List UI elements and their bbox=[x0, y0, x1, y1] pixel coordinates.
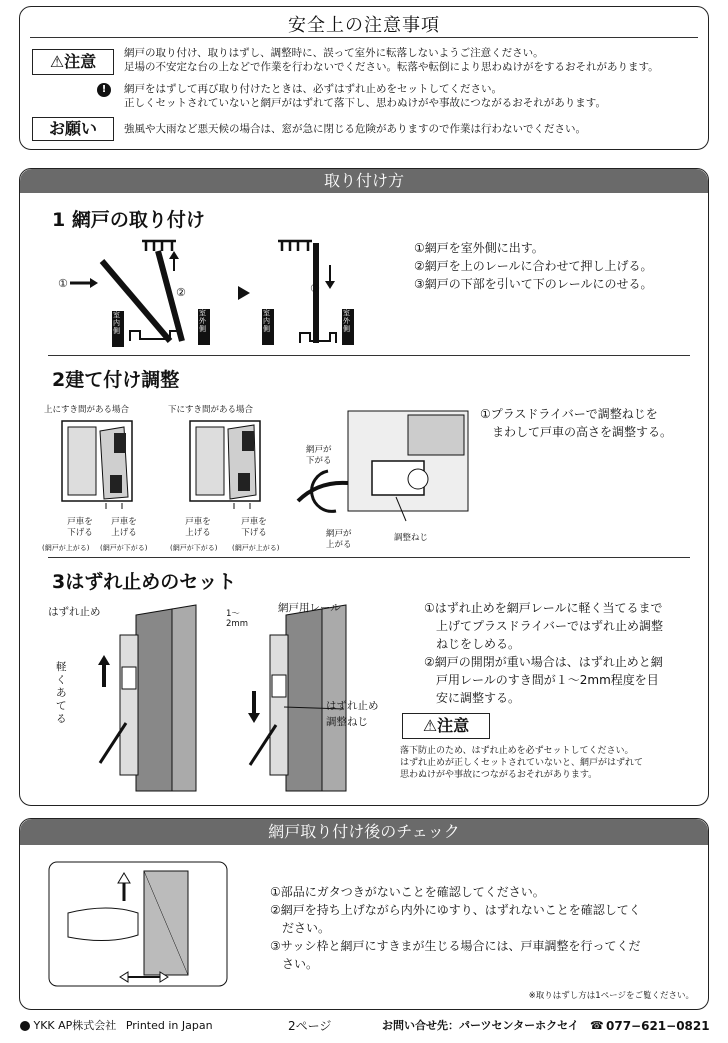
step2-instructions: ①プラスドライバーで調整ねじを まわして戸車の高さを調整する。 bbox=[480, 407, 673, 439]
case1-raise: 戸車を 上げる bbox=[111, 517, 137, 538]
screw-label-1: はずれ止め bbox=[326, 700, 379, 712]
case2-lower: 戸車を 下げる bbox=[241, 517, 267, 538]
contact-label: お問い合せ先：パーツセンターホクセイ bbox=[382, 1019, 579, 1032]
step2-title: 2建て付け調整 bbox=[52, 369, 180, 391]
screw-label-2: 調整ねじ bbox=[326, 716, 368, 728]
outdoor-label-2: 室外側 bbox=[343, 309, 350, 333]
safety-section bbox=[19, 6, 709, 150]
install-section bbox=[19, 168, 709, 806]
rail-label: 網戸用レール bbox=[278, 602, 341, 614]
caution-badge: ⚠注意 bbox=[32, 49, 114, 75]
s1-label-3: ③ bbox=[310, 282, 320, 295]
check-header: 網戸取り付け後のチェック bbox=[20, 819, 708, 845]
case2-raise: 戸車を 上げる bbox=[185, 517, 211, 538]
phone-number: 077−621−0821 bbox=[606, 1019, 710, 1033]
warning-triangle-icon: ⚠ bbox=[49, 52, 65, 71]
s1-label-1: ① bbox=[58, 277, 68, 290]
request-text: 強風や大雨など悪天候の場合は、窓が急に閉じる危険がありますので作業は行わないでください。 bbox=[124, 123, 586, 135]
request-badge: お願い bbox=[32, 117, 114, 141]
step3-diagram bbox=[42, 595, 402, 795]
case-top-label: 上にすき間がある場合 bbox=[44, 405, 130, 415]
stopper-label: はずれ止め bbox=[48, 606, 101, 618]
step1-diagram bbox=[50, 231, 410, 351]
check-note: ※取りはずし方は1ページをご覧ください。 bbox=[528, 991, 694, 1001]
check-instructions: ①部品にガタつきがないことを確認してください。 ②網戸を持ち上げながら内外にゆすり、はずれないことを確認してく ださい。 ③サッシ枠と網戸にすきまが生じる場合には、戸車調整を行ってくだ さい。 bbox=[270, 885, 641, 971]
outdoor-label-1: 室外側 bbox=[199, 309, 206, 333]
arrow-down-label: 網戸が 下がる bbox=[306, 445, 332, 466]
indoor-label-2: 室内側 bbox=[263, 309, 270, 333]
printed-in: Printed in Japan bbox=[125, 1019, 213, 1032]
gap-label: 1〜2mm bbox=[226, 609, 248, 629]
indoor-label-1: 室内側 bbox=[113, 311, 120, 335]
caution-text: 網戸の取り付け、取りはずし、調整時に、誤って室外に転落しないようご注意ください。 足場の不安定な台の上などで作業を行わないでください。転落や転倒により思わぬけがをするおそれがあります。 bbox=[124, 47, 659, 73]
check-illustration bbox=[48, 861, 228, 987]
screw-label: 調整ねじ bbox=[394, 533, 429, 543]
case2-up-note: (網戸が上がる) bbox=[232, 544, 280, 552]
footer bbox=[20, 1016, 710, 1036]
caution-text-2: 落下防止のため、はずれ止めを必ずセットしてください。 はずれ止めが正しくセットされていないと、網戸がはずれて 思わぬけがや事故につながるおそれがあります。 bbox=[400, 746, 644, 780]
case1-up-note: (網戸が上がる) bbox=[42, 544, 90, 552]
step1-title: 1 網戸の取り付け bbox=[52, 209, 205, 231]
check-section bbox=[19, 818, 709, 1010]
step2-windows bbox=[58, 419, 298, 509]
case-bottom-label: 下にすき間がある場合 bbox=[168, 405, 254, 415]
ykk-logo-icon bbox=[20, 1021, 30, 1031]
warning-triangle-icon: ⚠ bbox=[422, 716, 438, 735]
s1-label-2: ② bbox=[176, 286, 186, 299]
case2-down-note: (網戸が下がる) bbox=[170, 544, 218, 552]
page-number: 2ページ bbox=[288, 1019, 332, 1033]
step3-instructions: ①はずれ止めを網戸レールに軽く当てるまで 上げてプラスドライバーではずれ止め調整 ねじをしめる。 ②網戸の開閉が重い場合は、はずれ止めと網 戸用レールのすき間が１〜2mm程度を目 安に調整する。 bbox=[424, 601, 664, 705]
install-header: 取り付け方 bbox=[20, 169, 708, 193]
warning-text: 網戸をはずして再び取り付けたときは、必ずはずれ止めをセットしてください。 正しくセットされていないと網戸がはずれて落下し、思わぬけがや事故につながるおそれがあります。 bbox=[124, 83, 606, 109]
case1-down-note: (網戸が下がる) bbox=[100, 544, 148, 552]
safety-title: 安全上の注意事項 bbox=[288, 15, 440, 36]
step2-adjust-diagram bbox=[288, 405, 478, 545]
exclamation-icon: ! bbox=[97, 83, 111, 97]
arrow-up-label: 網戸が 上がる bbox=[326, 529, 352, 550]
case1-lower: 戸車を 下げる bbox=[67, 517, 93, 538]
phone-icon: ☎ bbox=[590, 1019, 604, 1032]
step3-title: 3はずれ止めのセット bbox=[52, 571, 237, 593]
company-name: YKK AP株式会社 bbox=[33, 1019, 117, 1032]
light-label: 軽くあてる bbox=[56, 661, 67, 725]
step1-instructions: ①網戸を室外側に出す。 ②網戸を上のレールに合わせて押し上げる。 ③網戸の下部を引いて下のレールにのせる。 bbox=[414, 241, 653, 291]
caution-badge-2: ⚠注意 bbox=[402, 713, 490, 739]
